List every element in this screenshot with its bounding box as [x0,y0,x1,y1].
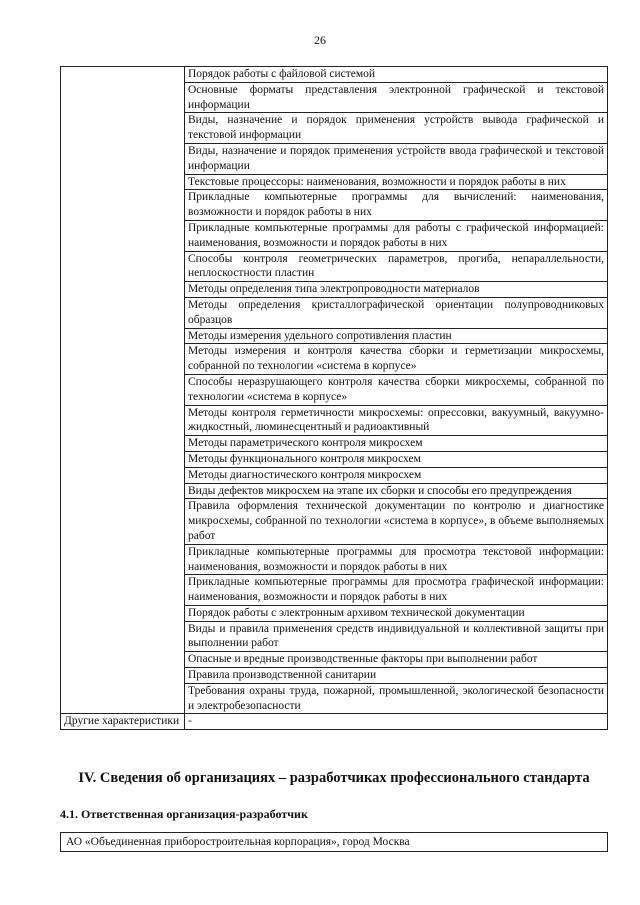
knowledge-item: Правила оформления технической документации по контролю и диагностике микросхемы, собранной по технологии «система в корпусе», в объеме выполняемых работ [185,499,608,544]
knowledge-item: Порядок работы с файловой системой [185,67,608,83]
other-characteristics-row [61,714,608,730]
other-characteristics-label: Другие характеристики [61,714,185,730]
other-characteristics-value: - [185,714,608,730]
knowledge-item: Основные форматы представления электронной графической и текстовой информации [185,82,608,113]
required-knowledge-table [60,66,608,730]
knowledge-item: Методы функционального контроля микросхем [185,451,608,467]
knowledge-item: Методы измерения и контроля качества сборки и герметизации микросхемы, собранной по технологии «система в корпусе» [185,344,608,375]
organization-name: АО «Объединенная приборостроительная корпорация», город Москва [60,832,608,852]
knowledge-item: Опасные и вредные производственные факторы при выполнении работ [185,652,608,668]
knowledge-item: Виды дефектов микросхем на этапе их сборки и способы его предупреждения [185,483,608,499]
knowledge-item: Методы контроля герметичности микросхемы: опрессовки, вакуумный, вакуумно-жидкостный, люминесцентный и радиоактивный [185,405,608,436]
section-heading: IV. Сведения об организациях – разработчиках профессионального стандарта [78,770,590,786]
knowledge-item: Методы диагностического контроля микросхем [185,467,608,483]
knowledge-item: Текстовые процессоры: наименования, возможности и порядок работы в них [185,174,608,190]
table-row [61,67,608,83]
row-label-cell [61,67,185,714]
knowledge-item: Способы контроля геометрических параметров, прогиба, непараллельности, неплоскостности пластин [185,251,608,282]
knowledge-item: Методы измерения удельного сопротивления пластин [185,328,608,344]
knowledge-item: Прикладные компьютерные программы для просмотра текстовой информации: наименования, возможности и порядок работы в них [185,544,608,575]
knowledge-item: Виды, назначение и порядок применения устройств вывода графической и текстовой информации [185,113,608,144]
knowledge-item: Методы определения типа электропроводности материалов [185,282,608,298]
knowledge-item: Порядок работы с электронным архивом технической документации [185,605,608,621]
knowledge-item: Методы параметрического контроля микросхем [185,436,608,452]
knowledge-table-body [61,67,608,730]
knowledge-item: Способы неразрушающего контроля качества сборки микросхемы, собранной по технологии «система в корпусе» [185,374,608,405]
subsection-heading: 4.1. Ответственная организация-разработчик [60,807,308,821]
knowledge-item: Методы определения кристаллографической ориентации полупроводниковых образцов [185,297,608,328]
knowledge-item: Прикладные компьютерные программы для работы с графической информацией: наименования, возможности и порядок работы в них [185,220,608,251]
page-number: 26 [314,33,326,47]
knowledge-item: Правила производственной санитарии [185,668,608,684]
knowledge-item: Прикладные компьютерные программы для вычислений: наименования, возможности и порядок работы в них [185,190,608,221]
knowledge-item: Виды, назначение и порядок применения устройств ввода графической и текстовой информации [185,143,608,174]
knowledge-item: Виды и правила применения средств индивидуальной и коллективной защиты при выполнении работ [185,621,608,652]
knowledge-item: Прикладные компьютерные программы для просмотра графической информации: наименования, возможности и порядок работы в них [185,575,608,606]
knowledge-item: Требования охраны труда, пожарной, промышленной, экологической безопасности и электробезопасности [185,683,608,714]
